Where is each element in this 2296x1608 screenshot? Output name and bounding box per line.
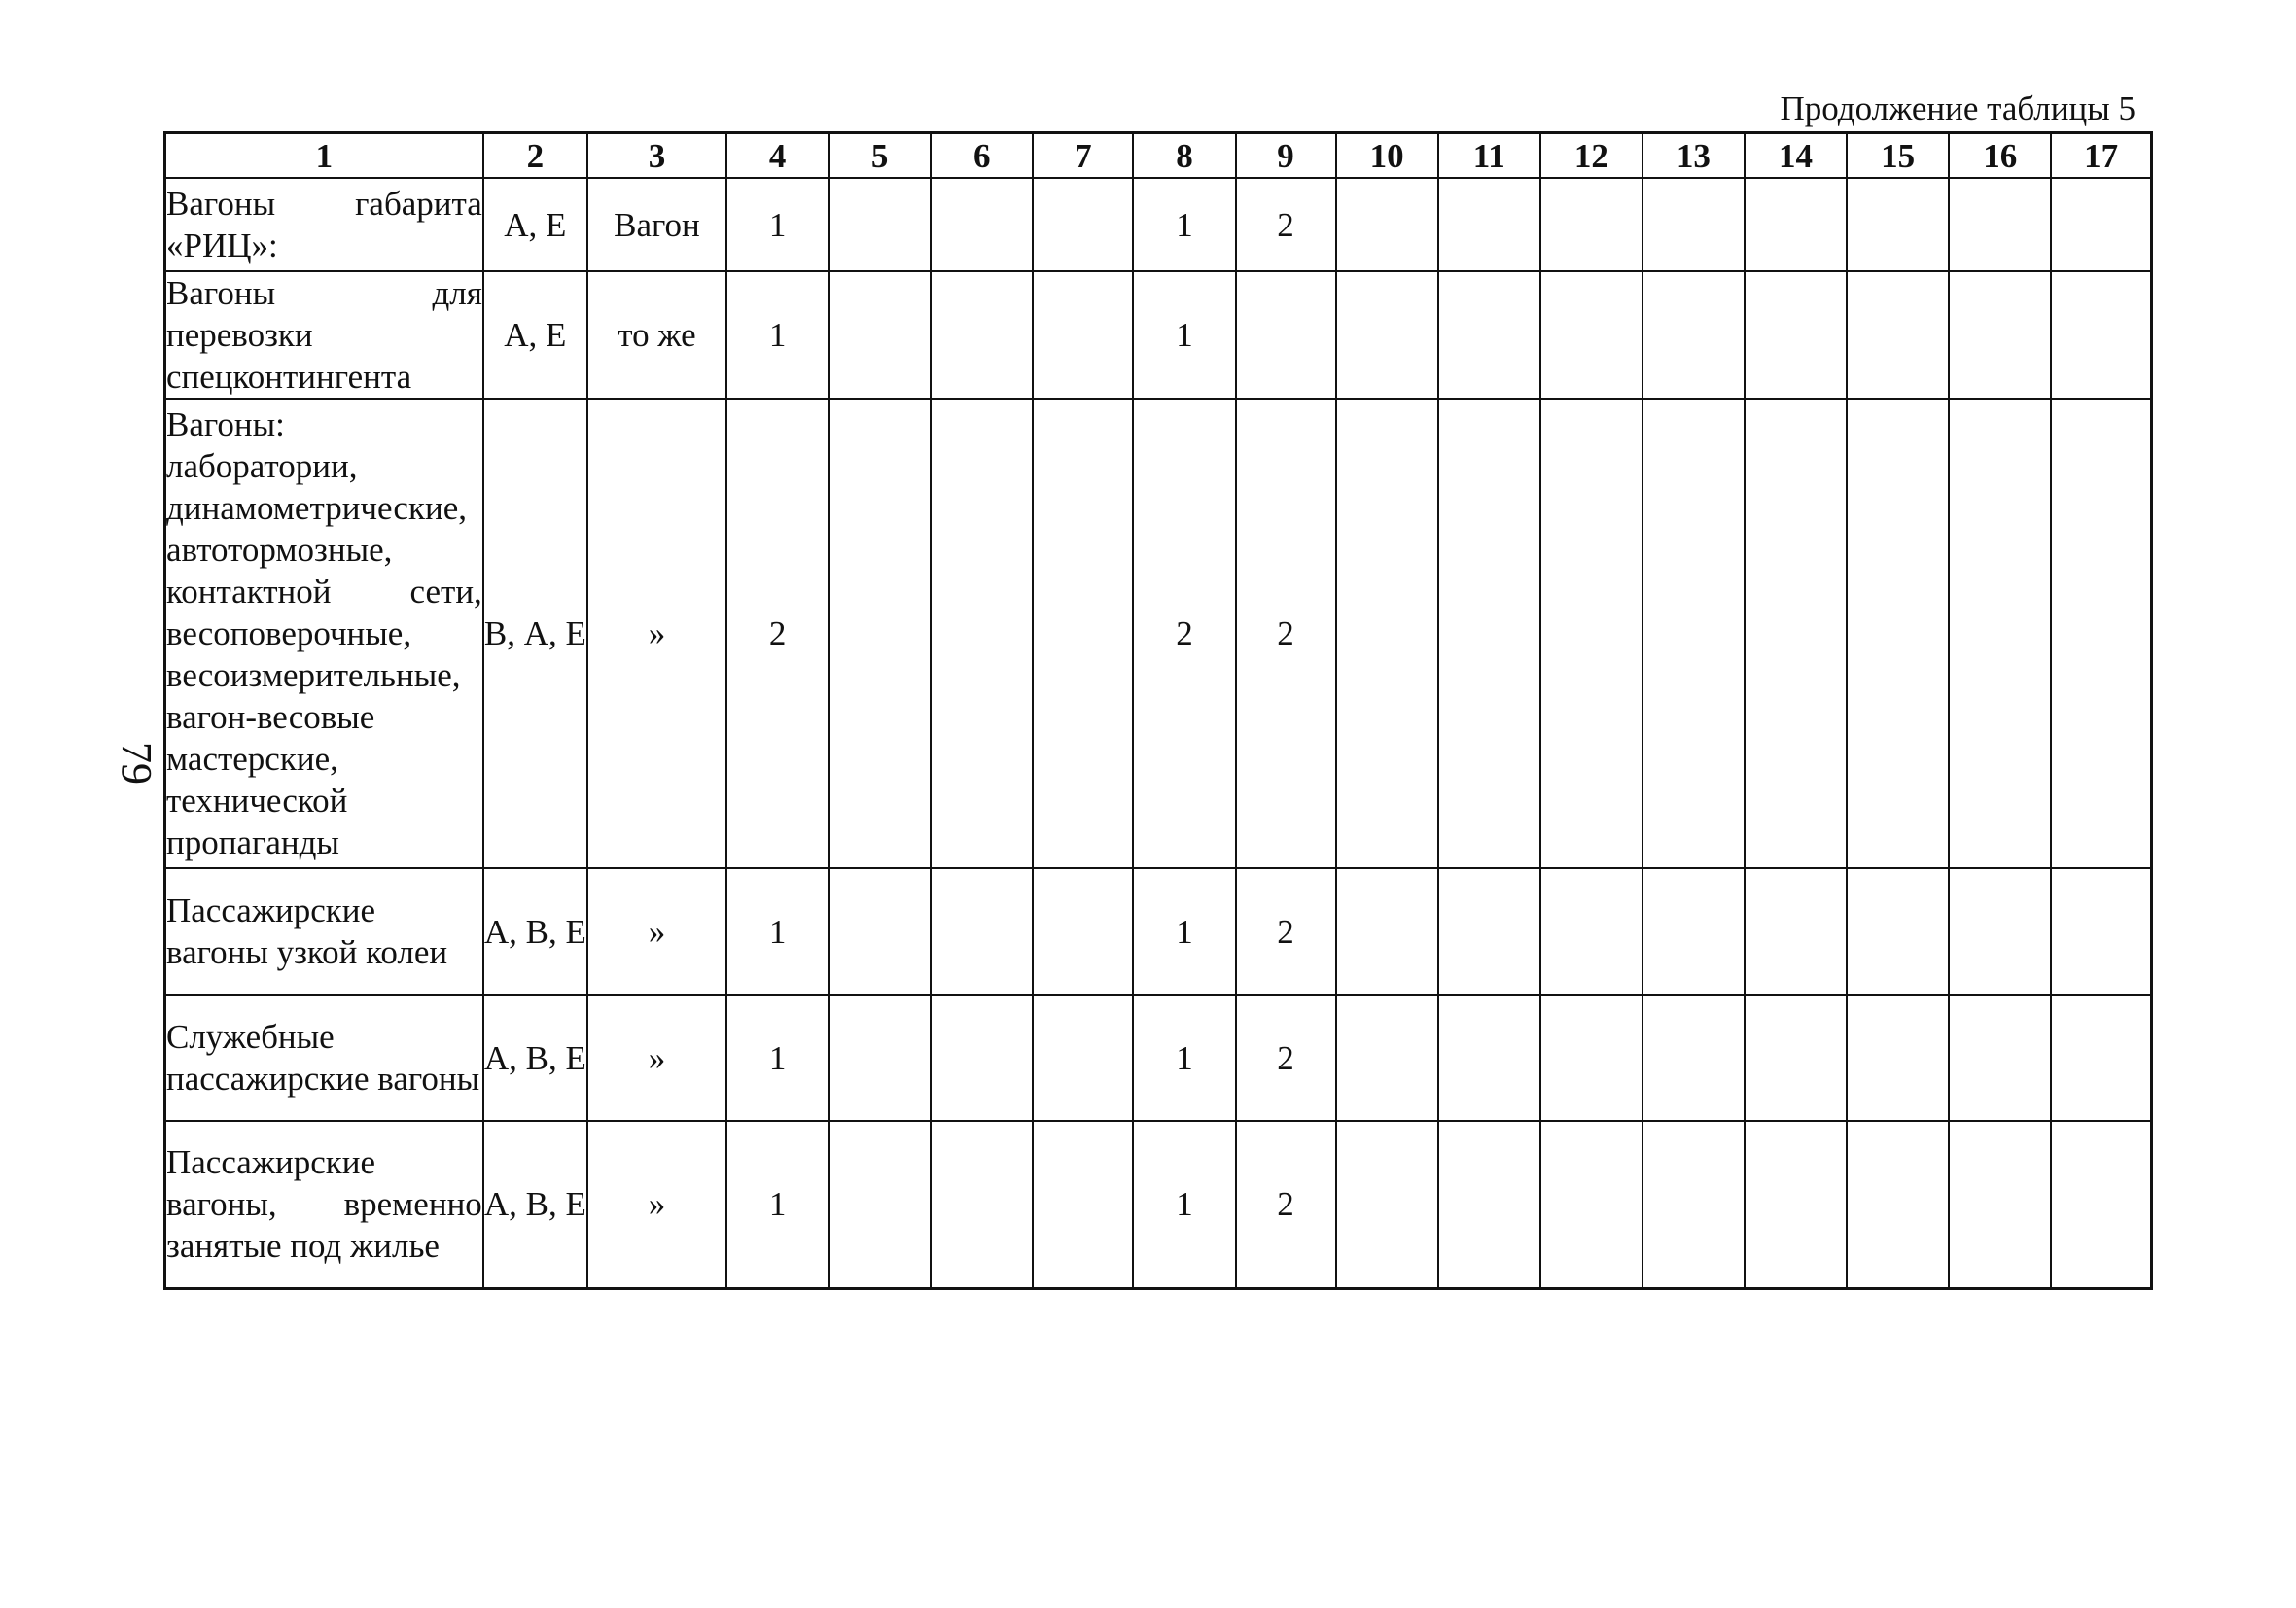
row-cell-2: А, В, Е xyxy=(483,868,587,995)
row-cell-4: 1 xyxy=(726,1121,829,1288)
row-name-cell: Пассажирские вагоны, временно занятые под жилье xyxy=(165,1121,483,1288)
row-cell-7 xyxy=(1033,178,1133,271)
row-cell-2: А, В, Е xyxy=(483,995,587,1121)
row-cell-12 xyxy=(1540,271,1643,399)
row-cell-16 xyxy=(1949,868,2051,995)
row-cell-15 xyxy=(1847,1121,1949,1288)
row-cell-14 xyxy=(1745,868,1847,995)
row-cell-2: А, В, Е xyxy=(483,1121,587,1288)
row-cell-13 xyxy=(1643,399,1745,868)
table-row xyxy=(165,1121,2152,1288)
row-cell-16 xyxy=(1949,399,2051,868)
row-cell-3: » xyxy=(587,399,726,868)
row-cell-11 xyxy=(1438,271,1540,399)
header-cell: 2 xyxy=(483,133,587,179)
header-cell: 6 xyxy=(931,133,1033,179)
row-cell-8: 2 xyxy=(1133,399,1235,868)
row-cell-5 xyxy=(829,995,931,1121)
header-cell: 1 xyxy=(165,133,483,179)
row-cell-6 xyxy=(931,995,1033,1121)
row-cell-11 xyxy=(1438,868,1540,995)
row-name-cell: Служебные пассажирские вагоны xyxy=(165,995,483,1121)
row-cell-2: А, Е xyxy=(483,271,587,399)
header-cell: 17 xyxy=(2051,133,2151,179)
row-cell-10 xyxy=(1336,995,1438,1121)
row-cell-8: 1 xyxy=(1133,178,1235,271)
row-cell-9: 2 xyxy=(1236,995,1336,1121)
row-cell-13 xyxy=(1643,1121,1745,1288)
row-cell-17 xyxy=(2051,1121,2151,1288)
row-cell-9: 2 xyxy=(1236,1121,1336,1288)
table-caption: Продолжение таблицы 5 xyxy=(1780,89,2136,127)
header-cell: 7 xyxy=(1033,133,1133,179)
data-table xyxy=(163,131,2153,1290)
row-cell-7 xyxy=(1033,271,1133,399)
header-cell: 5 xyxy=(829,133,931,179)
row-cell-5 xyxy=(829,271,931,399)
row-cell-3: » xyxy=(587,1121,726,1288)
row-cell-8: 1 xyxy=(1133,868,1235,995)
row-cell-2: А, Е xyxy=(483,178,587,271)
row-cell-10 xyxy=(1336,868,1438,995)
row-cell-5 xyxy=(829,868,931,995)
header-cell: 16 xyxy=(1949,133,2051,179)
header-cell: 10 xyxy=(1336,133,1438,179)
header-cell: 13 xyxy=(1643,133,1745,179)
row-cell-11 xyxy=(1438,399,1540,868)
row-cell-12 xyxy=(1540,995,1643,1121)
row-cell-8: 1 xyxy=(1133,271,1235,399)
row-cell-15 xyxy=(1847,399,1949,868)
row-cell-4: 1 xyxy=(726,868,829,995)
row-cell-2: В, А, Е xyxy=(483,399,587,868)
row-cell-12 xyxy=(1540,399,1643,868)
row-cell-12 xyxy=(1540,868,1643,995)
table-row xyxy=(165,178,2152,271)
row-cell-14 xyxy=(1745,1121,1847,1288)
row-cell-6 xyxy=(931,1121,1033,1288)
row-cell-4: 1 xyxy=(726,178,829,271)
row-cell-3: Вагон xyxy=(587,178,726,271)
row-cell-16 xyxy=(1949,271,2051,399)
row-cell-15 xyxy=(1847,868,1949,995)
row-cell-7 xyxy=(1033,868,1133,995)
row-cell-9: 2 xyxy=(1236,399,1336,868)
row-cell-6 xyxy=(931,399,1033,868)
row-cell-15 xyxy=(1847,995,1949,1121)
row-cell-14 xyxy=(1745,399,1847,868)
row-cell-17 xyxy=(2051,271,2151,399)
row-name-cell: Вагоны для перевозки спецконтингента xyxy=(165,271,483,399)
row-name-cell: Вагоны: лаборатории, динамометрические, автотормозные, контактной сети, весоповерочные, весоизмерительные, вагон-весовые мастерские, технической пропаганды xyxy=(165,399,483,868)
row-cell-6 xyxy=(931,271,1033,399)
row-cell-14 xyxy=(1745,271,1847,399)
header-cell: 9 xyxy=(1236,133,1336,179)
row-name-cell: Вагоны габарита «РИЦ»: xyxy=(165,178,483,271)
row-cell-4: 2 xyxy=(726,399,829,868)
row-cell-6 xyxy=(931,868,1033,995)
row-name-cell: Пассажирские вагоны узкой колеи xyxy=(165,868,483,995)
row-cell-13 xyxy=(1643,178,1745,271)
header-row xyxy=(165,133,2152,179)
row-cell-11 xyxy=(1438,995,1540,1121)
table-row xyxy=(165,271,2152,399)
row-cell-8: 1 xyxy=(1133,1121,1235,1288)
row-cell-9: 2 xyxy=(1236,868,1336,995)
row-cell-14 xyxy=(1745,995,1847,1121)
row-cell-11 xyxy=(1438,178,1540,271)
row-cell-11 xyxy=(1438,1121,1540,1288)
row-cell-7 xyxy=(1033,399,1133,868)
row-cell-7 xyxy=(1033,1121,1133,1288)
row-cell-5 xyxy=(829,178,931,271)
row-cell-13 xyxy=(1643,995,1745,1121)
header-cell: 3 xyxy=(587,133,726,179)
row-cell-16 xyxy=(1949,995,2051,1121)
row-cell-17 xyxy=(2051,178,2151,271)
row-cell-16 xyxy=(1949,1121,2051,1288)
row-cell-13 xyxy=(1643,271,1745,399)
row-cell-14 xyxy=(1745,178,1847,271)
row-cell-10 xyxy=(1336,399,1438,868)
row-cell-17 xyxy=(2051,399,2151,868)
row-cell-6 xyxy=(931,178,1033,271)
row-cell-12 xyxy=(1540,1121,1643,1288)
row-cell-4: 1 xyxy=(726,995,829,1121)
row-cell-16 xyxy=(1949,178,2051,271)
header-cell: 4 xyxy=(726,133,829,179)
table-row xyxy=(165,399,2152,868)
row-cell-5 xyxy=(829,399,931,868)
row-cell-15 xyxy=(1847,178,1949,271)
row-cell-5 xyxy=(829,1121,931,1288)
row-cell-3: то же xyxy=(587,271,726,399)
header-cell: 15 xyxy=(1847,133,1949,179)
row-cell-13 xyxy=(1643,868,1745,995)
row-cell-17 xyxy=(2051,995,2151,1121)
table-row xyxy=(165,995,2152,1121)
row-cell-8: 1 xyxy=(1133,995,1235,1121)
row-cell-4: 1 xyxy=(726,271,829,399)
row-cell-7 xyxy=(1033,995,1133,1121)
row-cell-10 xyxy=(1336,271,1438,399)
row-cell-10 xyxy=(1336,1121,1438,1288)
table-row xyxy=(165,868,2152,995)
header-cell: 12 xyxy=(1540,133,1643,179)
header-cell: 11 xyxy=(1438,133,1540,179)
row-cell-9: 2 xyxy=(1236,178,1336,271)
page-number: 79 xyxy=(113,742,160,785)
row-cell-15 xyxy=(1847,271,1949,399)
row-cell-3: » xyxy=(587,995,726,1121)
row-cell-9 xyxy=(1236,271,1336,399)
header-cell: 8 xyxy=(1133,133,1235,179)
header-cell: 14 xyxy=(1745,133,1847,179)
row-cell-12 xyxy=(1540,178,1643,271)
row-cell-17 xyxy=(2051,868,2151,995)
row-cell-3: » xyxy=(587,868,726,995)
row-cell-10 xyxy=(1336,178,1438,271)
